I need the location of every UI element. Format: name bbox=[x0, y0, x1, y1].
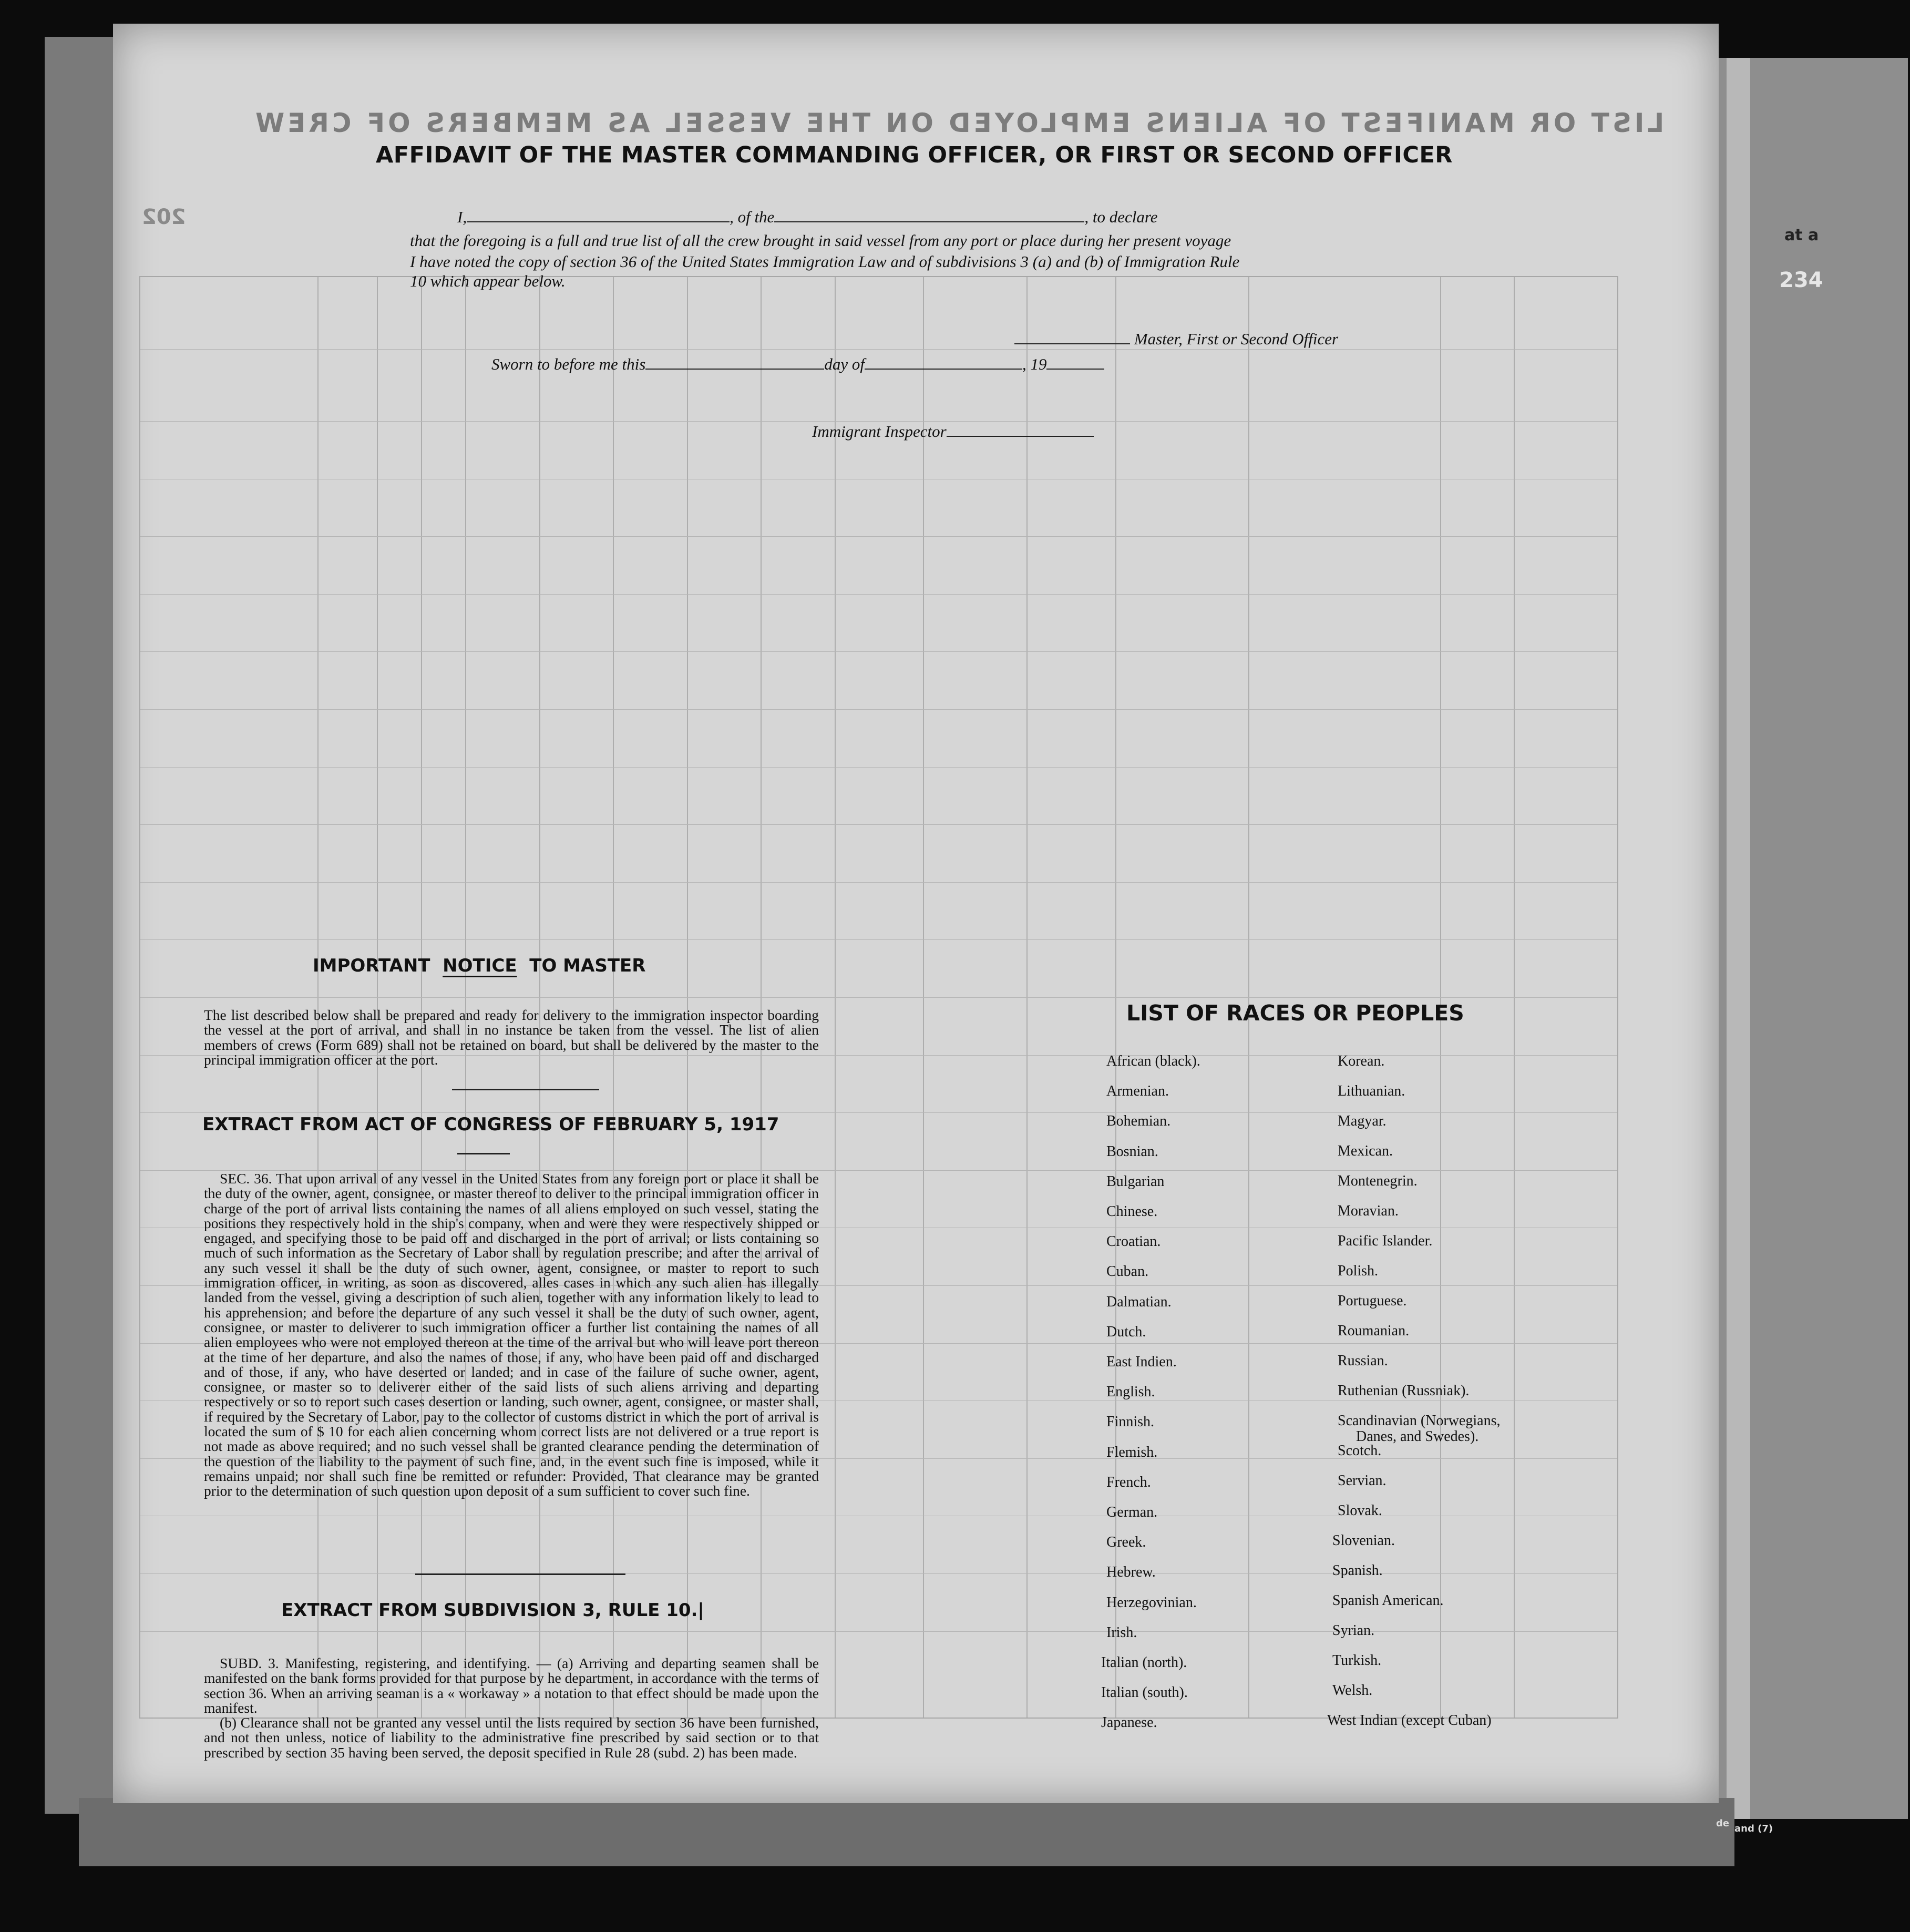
affidavit-line-4: 10 which appear below. bbox=[410, 272, 566, 290]
inspector-label: Immigrant Inspector bbox=[812, 422, 947, 441]
race-item: Slovenian. bbox=[1332, 1532, 1395, 1549]
race-item: Japanese. bbox=[1101, 1714, 1157, 1731]
master-label: Master, First or Second Officer bbox=[1134, 330, 1339, 348]
day-of-label: day of bbox=[824, 355, 865, 373]
notice-heading-notice: NOTICE bbox=[443, 955, 517, 976]
race-item: Turkish. bbox=[1332, 1652, 1382, 1669]
race-item: Italian (south). bbox=[1101, 1684, 1188, 1701]
edge-text-and7: and (7) bbox=[1734, 1823, 1773, 1834]
inspector-line bbox=[812, 422, 1094, 441]
month-blank[interactable] bbox=[865, 369, 1022, 370]
race-item: Hebrew. bbox=[1106, 1564, 1156, 1581]
affidavit-line-1 bbox=[457, 208, 1158, 227]
rule-extract-text-b: (b) Clearance shall not be granted any vessel until the lists required by section 36 have been furnished, and not then unless, notice of liability to the administrative fine prescribed by said section or to that prescribed by section 35 having been served, the deposit specified in Rule 28 (subd. 2) has been made. bbox=[204, 1714, 819, 1761]
ghost-table-grid bbox=[139, 276, 1618, 1719]
sworn-day-blank[interactable] bbox=[645, 369, 824, 370]
race-item: Flemish. bbox=[1106, 1444, 1158, 1460]
master-signature-line bbox=[1014, 330, 1338, 349]
act-extract-text: SEC. 36. That upon arrival of any vessel in the United States from any foreign port or place it shall be the duty of the owner, agent, consignee, or master thereof to deliver to the principal immigration officer in charge of the port of arrival lists containing the names of all aliens employed on such vessel, stating the positions they respectively hold in the ship's company, when and were they were respectively shipped or engaged, and specifying those to be paid off and discharged in the port of arrival; or lists containing so much of such information as the Secretary of Labor shall by regulation prescribe; and after the arrival of any such vessel it shall be the duty of such owner, agent, consignee, or master to report to such immigration officer, in writing, as soon as discovered, alles cases in which any such alien has illegally landed from the vessel, giving a description of such alien, together with any information likely to lead to his apprehension; and before the departure of any such vessel it shall be the duty of such owner, agent, consignee, or master to deliverer to such immigration officer a further list containing the names of all alien employees who were not employed thereon at the time of the arrival but who will leave port thereon at the time of her departure, and also the names of those, if any, who have been paid off and discharged and of those, if any, who have deserted or landed; and in case of the failure of suche owner, agent, consignee, or master so to deliverer either of the said lists of such aliens arriving and departing respectively or so to report such cases desertion or landing, such owner, agent, consignee, or master shall, if required by the Secretary of Labor, pay to the collector of customs district in which the port of arrival is located the sum of $ 10 for each alien concerning whom correct lists are not delivered or a true report is not made as above required; and no such vessel shall be granted clearance pending the determination of the question of the liability to the payment of such fine, and, in the event such fine is imposed, while it remains unpaid; nor shall such fine be remitted or refunder: Provided, That clearance may be granted prior to the determination of such question upon deposit of a sum sufficient to cover such fine. bbox=[204, 1170, 819, 1499]
race-item: Scotch. bbox=[1338, 1443, 1382, 1459]
race-item: Dutch. bbox=[1106, 1323, 1146, 1340]
race-item: Servian. bbox=[1338, 1473, 1387, 1489]
back-sheet-left bbox=[45, 37, 124, 1814]
master-signature-blank[interactable] bbox=[1014, 343, 1130, 344]
sheet-number: 234 bbox=[1779, 268, 1823, 292]
race-item: Bosnian. bbox=[1106, 1143, 1158, 1160]
ghost-heading: LIST OR MANIFEST OF ALIENS EMPLOYED ON THE VESSEL AS MEMBERS OF CREW bbox=[252, 108, 1665, 138]
affidavit-of-the-label: , of the bbox=[730, 208, 775, 226]
race-item: Spanish. bbox=[1332, 1562, 1383, 1579]
race-item: Greek. bbox=[1106, 1534, 1146, 1551]
sworn-label: Sworn to before me this bbox=[491, 355, 646, 373]
race-item: Portuguese. bbox=[1338, 1293, 1407, 1309]
race-item: Italian (north). bbox=[1101, 1654, 1187, 1671]
divider bbox=[457, 1153, 510, 1154]
races-heading: LIST OF RACES OR PEOPLES bbox=[1126, 1000, 1464, 1026]
race-item: African (black). bbox=[1106, 1053, 1200, 1069]
race-item: Scandinavian (Norwegians, bbox=[1338, 1413, 1501, 1429]
race-item: West Indian (except Cuban) bbox=[1327, 1712, 1492, 1729]
race-item: French. bbox=[1106, 1474, 1151, 1490]
affidavit-line-3: I have noted the copy of section 36 of the United States Immigration Law and of subdivisions 3 (a) and (b) of Immigration Rule bbox=[410, 252, 1240, 271]
affidavit-i-label: I, bbox=[457, 208, 467, 226]
rule-extract-text-a: SUBD. 3. Manifesting, registering, and identifying. — (a) Arriving and departing seamen shall be manifested on the bank forms provided for that purpose by he department, in accordance with the terms of section 36. When an arriving seaman is a « workaway » a notation to that effect should be made upon the manifest. bbox=[204, 1655, 819, 1716]
race-item: Spanish American. bbox=[1332, 1592, 1444, 1609]
rule-extract-heading: EXTRACT FROM SUBDIVISION 3, RULE 10.| bbox=[281, 1600, 704, 1621]
race-item: Ruthenian (Russniak). bbox=[1338, 1383, 1470, 1399]
race-item: Croatian. bbox=[1106, 1233, 1161, 1250]
race-item: Dalmatian. bbox=[1106, 1293, 1172, 1310]
race-item: Danes, and Swedes). bbox=[1356, 1428, 1479, 1445]
race-item: Polish. bbox=[1338, 1263, 1379, 1279]
edge-text-at-a: at a bbox=[1784, 226, 1819, 244]
year-blank[interactable] bbox=[1046, 369, 1104, 370]
race-item: Cuban. bbox=[1106, 1263, 1149, 1280]
notice-text: The list described below shall be prepared and ready for delivery to the immigration inspector boarding the vessel at the port of arrival, and shall in no instance be taken from the vessel. The list of alien members of crews (Form 689) shall not be retained on board, but shall be delivered by the master to the principal immigration officer at the port. bbox=[204, 1007, 819, 1068]
edge-text-de: de bbox=[1716, 1818, 1730, 1829]
ghost-number: 202 bbox=[142, 205, 186, 229]
race-item: Herzegovinian. bbox=[1106, 1594, 1197, 1611]
race-item: Irish. bbox=[1106, 1624, 1137, 1641]
race-item: Slovak. bbox=[1338, 1502, 1382, 1519]
race-item: Finnish. bbox=[1106, 1414, 1155, 1430]
race-item: English. bbox=[1106, 1384, 1155, 1401]
name-blank[interactable] bbox=[467, 221, 730, 222]
race-item: Syrian. bbox=[1332, 1622, 1375, 1639]
divider bbox=[452, 1089, 599, 1090]
race-item: German. bbox=[1106, 1504, 1158, 1520]
race-item: Bulgarian bbox=[1106, 1173, 1165, 1190]
race-item: Armenian. bbox=[1106, 1083, 1169, 1100]
race-item: Chinese. bbox=[1106, 1203, 1158, 1220]
race-item: Russian. bbox=[1338, 1353, 1388, 1369]
race-item: Welsh. bbox=[1332, 1682, 1373, 1699]
race-item: Roumanian. bbox=[1338, 1323, 1410, 1339]
back-sheet-bottom bbox=[79, 1798, 1734, 1866]
back-sheet-strip bbox=[1727, 58, 1750, 1819]
race-item: Bohemian. bbox=[1106, 1113, 1171, 1130]
race-item: Lithuanian. bbox=[1338, 1083, 1405, 1099]
notice-heading-important: IMPORTANT bbox=[313, 955, 430, 976]
race-item: Pacific Islander. bbox=[1338, 1233, 1433, 1249]
vessel-blank[interactable] bbox=[774, 221, 1084, 222]
notice-heading-master: TO MASTER bbox=[529, 955, 646, 976]
notice-heading bbox=[313, 955, 645, 976]
sworn-line bbox=[491, 355, 1104, 374]
race-item: Moravian. bbox=[1338, 1203, 1399, 1219]
year-label: , 19 bbox=[1022, 355, 1047, 373]
race-item: Mexican. bbox=[1338, 1143, 1393, 1159]
affidavit-declare-label: , to declare bbox=[1084, 208, 1158, 226]
affidavit-title: AFFIDAVIT OF THE MASTER COMMANDING OFFICER, OR FIRST OR SECOND OFFICER bbox=[376, 142, 1453, 168]
race-item: Korean. bbox=[1338, 1053, 1385, 1069]
race-item: East Indien. bbox=[1106, 1354, 1177, 1370]
act-extract-heading: EXTRACT FROM ACT OF CONGRESS OF FEBRUARY 5, 1917 bbox=[202, 1114, 779, 1135]
race-item: Magyar. bbox=[1338, 1113, 1387, 1129]
divider bbox=[415, 1573, 625, 1575]
inspector-signature-blank[interactable] bbox=[947, 436, 1094, 437]
race-item: Montenegrin. bbox=[1338, 1173, 1418, 1189]
affidavit-line-2: that the foregoing is a full and true list of all the crew brought in said vessel from any port or place during her present voyage bbox=[410, 231, 1231, 250]
